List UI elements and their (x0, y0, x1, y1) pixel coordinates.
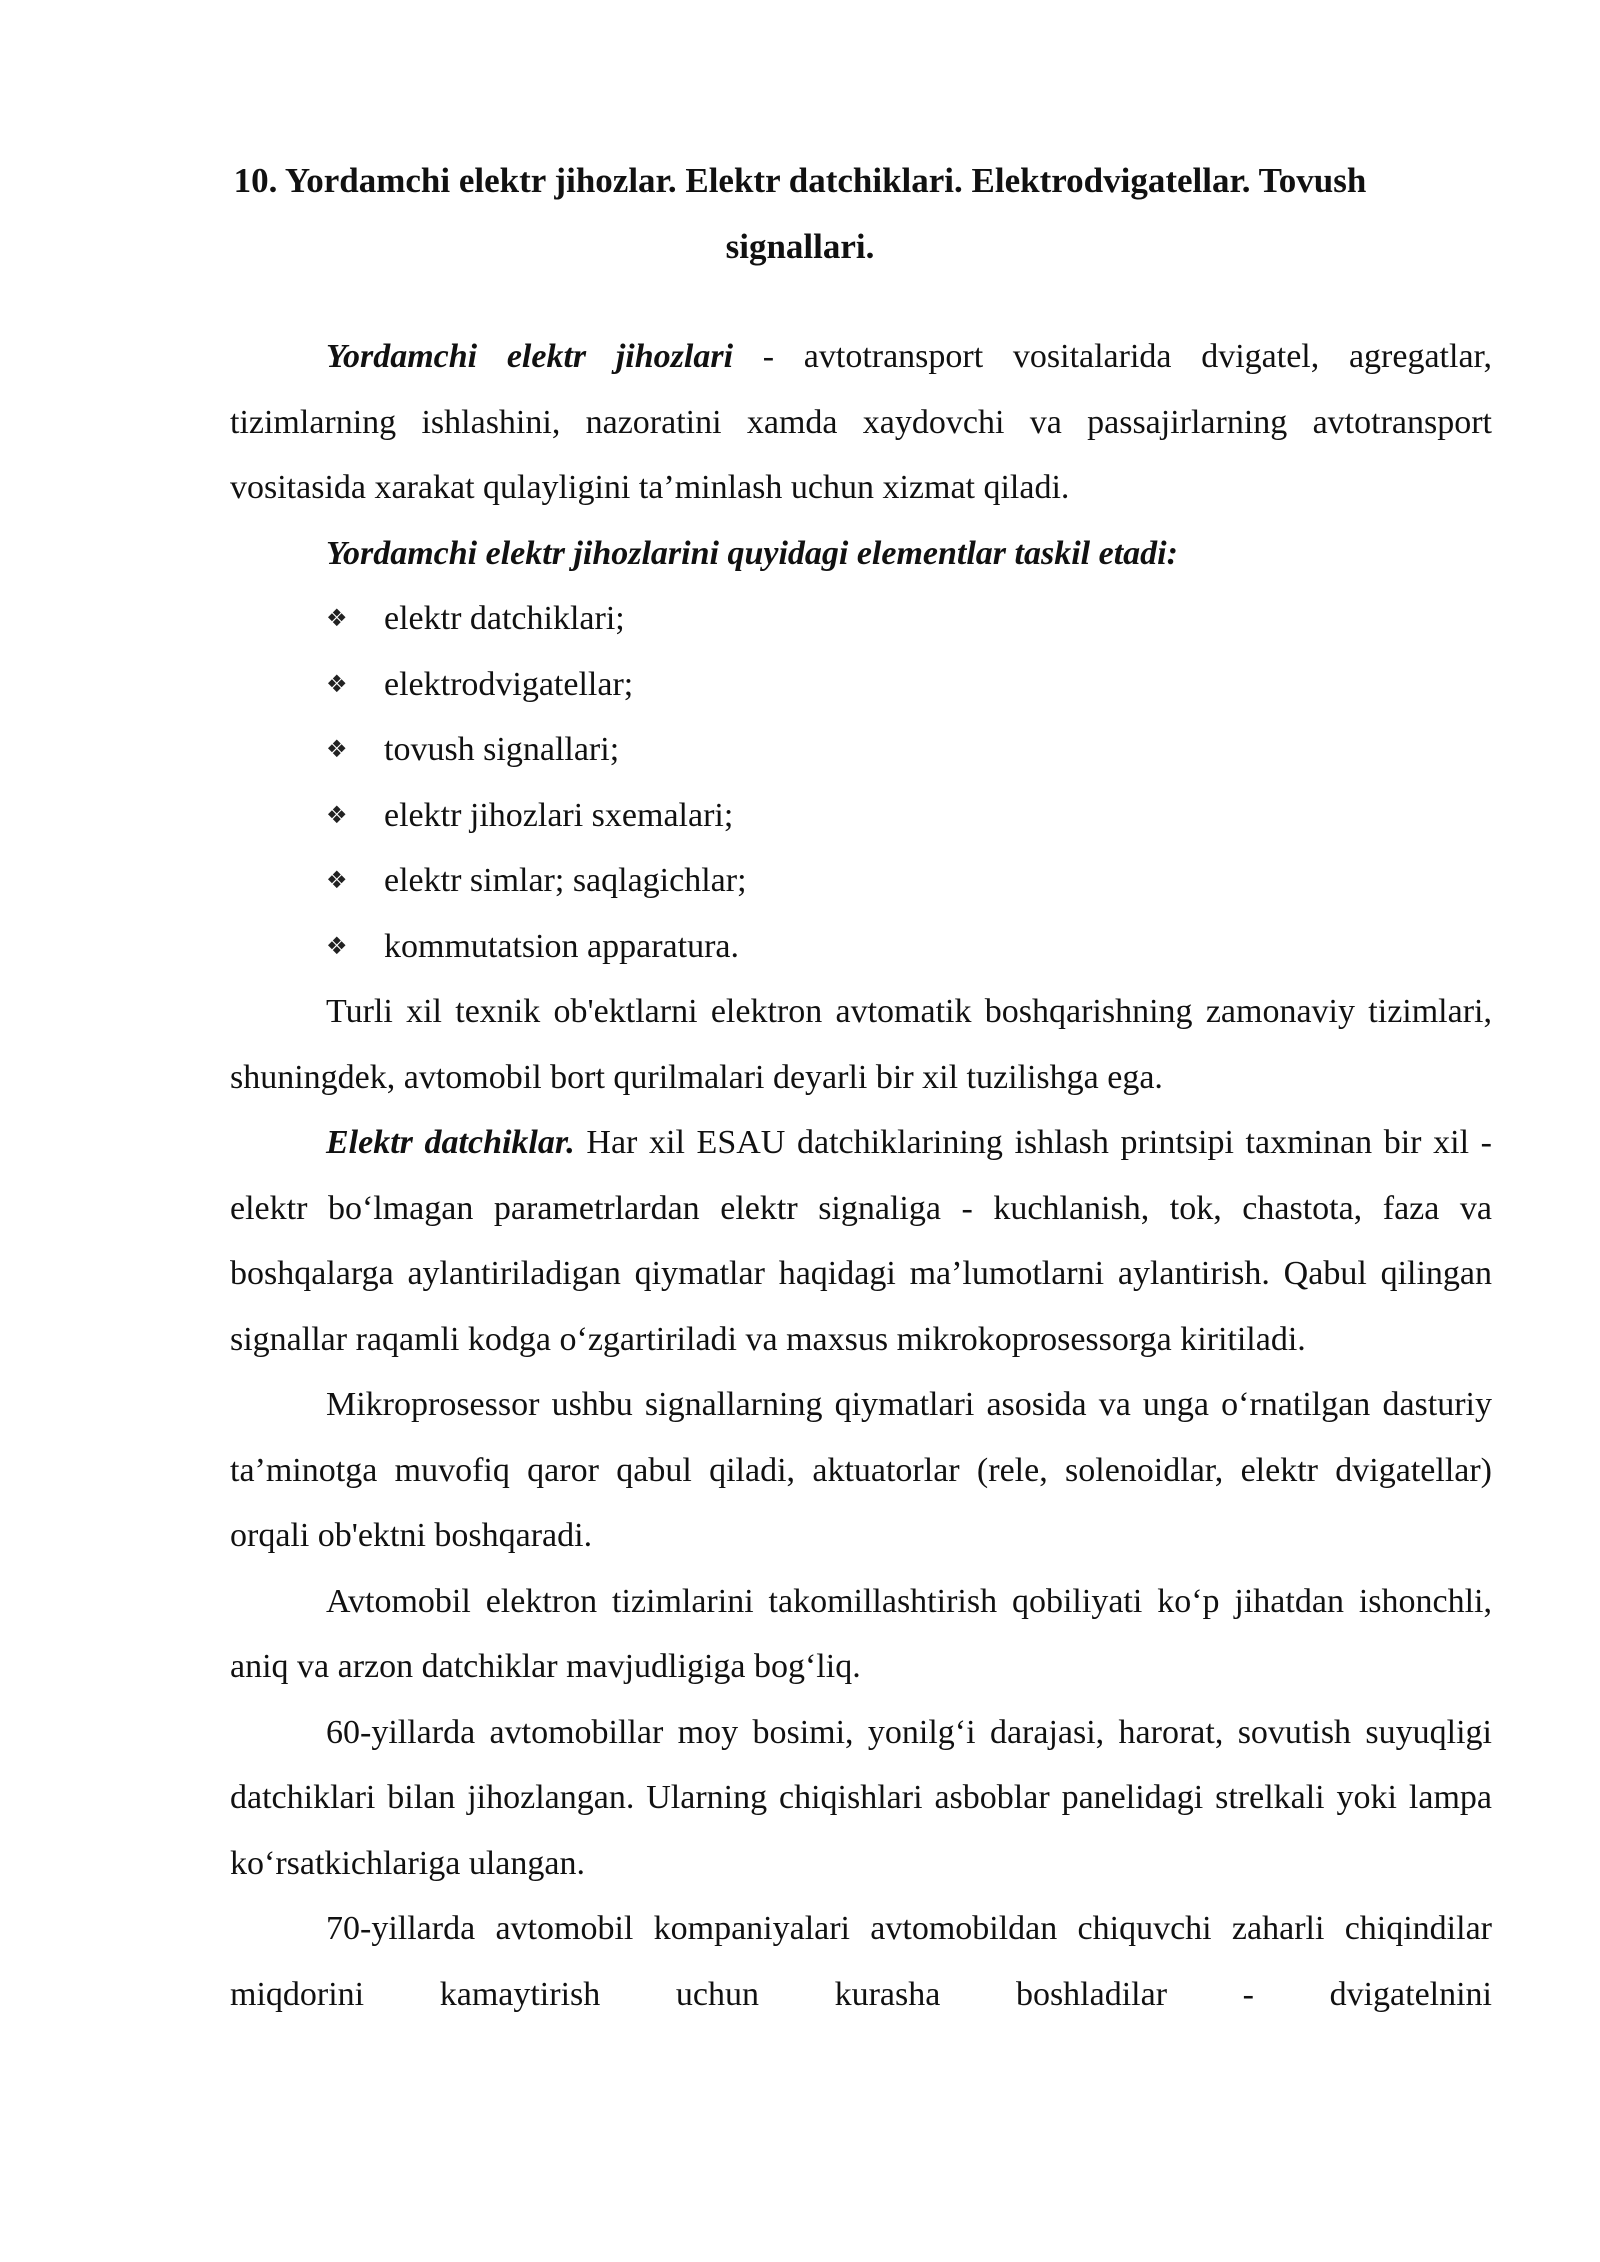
list-item (230, 914, 1492, 980)
paragraph-seventies: 70-yillarda avtomobil kompaniyalari avtomobildan chiquvchi zaharli chiqindilar miqdorini kamaytirish uchun kurasha boshladilar - dvigatelnini (230, 1910, 1492, 2013)
paragraph-sixties: 60-yillarda avtomobillar moy bosimi, yonilg‘i darajasi, harorat, sovutish suyuqligi datchiklari bilan jihozlangan. Ularning chiqishlari asboblar panelidagi strelkali yoki lampa ko‘rsatkichlariga ulangan. (230, 1713, 1492, 1882)
list-item (230, 717, 1492, 783)
list-item (230, 783, 1492, 849)
intro-lead-term: Yordamchi elektr jihozlari (326, 338, 734, 375)
diamond-bullet-icon: ❖ (326, 931, 348, 960)
diamond-bullet-icon: ❖ (326, 604, 348, 632)
diamond-bullet-icon: ❖ (326, 669, 348, 698)
diamond-bullet-icon: ❖ (326, 800, 348, 829)
page-title: 10. Yordamchi elektr jihozlar. Elektr datchiklari. Elektrodvigatellar. Tovush signallari. (233, 161, 1367, 266)
sensors-lead-term: Elektr datchiklar. (326, 1124, 575, 1161)
paragraph-sensors (230, 1110, 1492, 1372)
list-item-text: elektr datchiklari; (384, 600, 625, 637)
list-item (230, 586, 1492, 652)
list-item (230, 848, 1492, 914)
paragraph-electronic-systems: Avtomobil elektron tizimlarini takomillashtirish qobiliyati ko‘p jihatdan ishonchli, aniq va arzon datchiklar mavjudligiga bog‘liq. (230, 1582, 1492, 1685)
paragraph-microprocessor: Mikroprosessor ushbu signallarning qiymatlari asosida va unga o‘rnatilgan dasturiy ta’minotga muvofiq qaror qabul qiladi, aktuatorlar (rele, solenoidlar, elektr dvigatellar) orqali ob'ektni boshqaradi. (230, 1386, 1492, 1554)
list-item-text: elektr simlar; saqlagichlar; (384, 862, 747, 899)
element-list (230, 586, 1492, 979)
list-item-text: kommutatsion apparatura. (384, 927, 740, 965)
document-body (230, 324, 1492, 2027)
list-heading: Yordamchi elektr jihozlarini quyidagi elementlar taskil etadi: (326, 534, 1178, 572)
list-item (230, 652, 1492, 718)
sensors-text: Har xil ESAU datchiklarining ishlash printsipi taxminan bir xil - elektr bo‘lmagan parametrlardan elektr signaliga - kuchlanish, tok, chastota, faza va boshqalarga aylantiriladigan qiymatlar haqidagi ma’lumotlarni aylantirish. Qabul qilingan signallar raqamli kodga o‘zgartiriladi va maxsus mikrokoprosessorga kiritiladi. (230, 1124, 1493, 1358)
list-item-text: tovush signallari; (384, 731, 620, 768)
diamond-bullet-icon: ❖ (326, 735, 348, 763)
intro-paragraph (230, 324, 1492, 521)
diamond-bullet-icon: ❖ (326, 866, 348, 894)
list-item-text: elektrodvigatellar; (384, 665, 634, 703)
list-item-text: elektr jihozlari sxemalari; (384, 796, 734, 834)
paragraph-structure: Turli xil texnik ob'ektlarni elektron avtomatik boshqarishning zamonaviy tizimlari, shuningdek, avtomobil bort qurilmalari deyarli bir xil tuzilishga ega. (230, 993, 1492, 1096)
intro-text: - avtotransport vositalarida dvigatel, agregatlar, tizimlarning ishlashini, nazoratini xamda xaydovchi va passajirlarning avtotransport vositasida xarakat qulayligini ta’minlash uchun xizmat qiladi. (230, 338, 1493, 506)
